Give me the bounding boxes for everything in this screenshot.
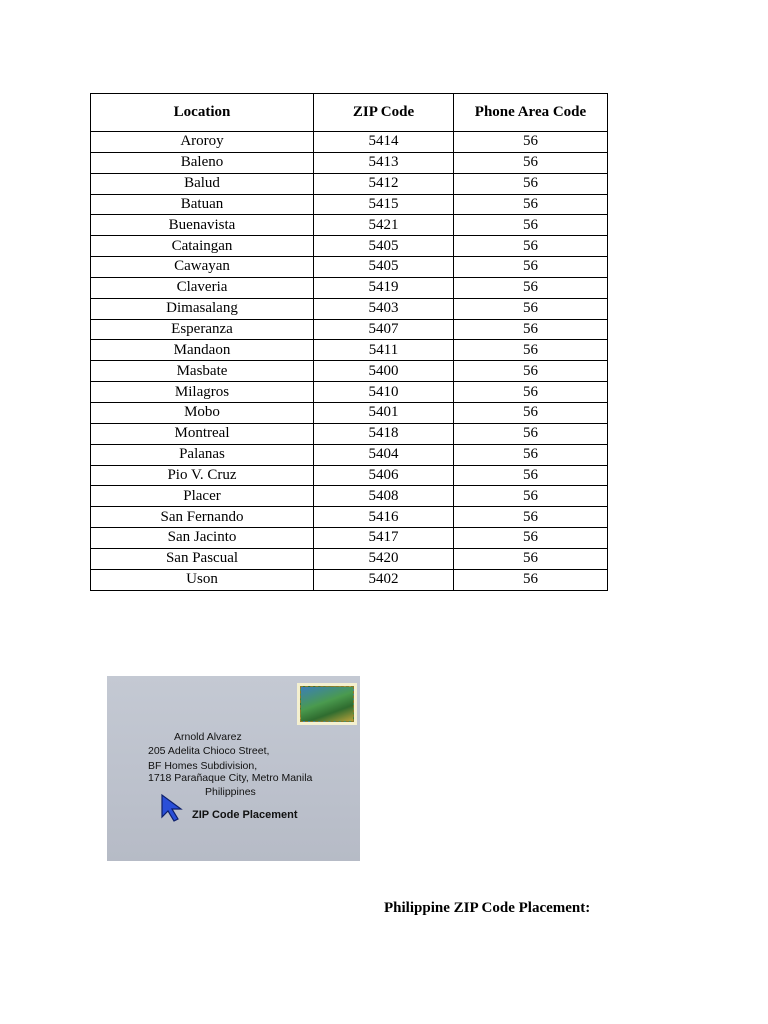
zip-code-cell: 5402 xyxy=(314,569,454,590)
zip-code-cell: 5415 xyxy=(314,194,454,215)
location-cell: Esperanza xyxy=(91,319,314,340)
table-header-row xyxy=(91,94,608,132)
table-row xyxy=(91,236,608,257)
location-cell: San Pascual xyxy=(91,548,314,569)
area-code-cell: 56 xyxy=(454,298,608,319)
area-code-cell: 56 xyxy=(454,215,608,236)
table-row xyxy=(91,340,608,361)
area-code-cell: 56 xyxy=(454,465,608,486)
table-row xyxy=(91,402,608,423)
address-line-2: BF Homes Subdivision, xyxy=(148,760,258,772)
table-row xyxy=(91,382,608,403)
zip-code-cell: 5407 xyxy=(314,319,454,340)
zip-code-cell: 5408 xyxy=(314,486,454,507)
location-cell: Mandaon xyxy=(91,340,314,361)
address-line-3: 1718 Parañaque City, Metro Manila xyxy=(148,772,313,784)
table-row xyxy=(91,194,608,215)
zip-code-cell: 5410 xyxy=(314,382,454,403)
address-line-4: Philippines xyxy=(205,786,256,798)
area-code-cell: 56 xyxy=(454,444,608,465)
zip-code-cell: 5421 xyxy=(314,215,454,236)
zip-code-cell: 5404 xyxy=(314,444,454,465)
location-cell: San Fernando xyxy=(91,507,314,528)
pointer-arrow-icon xyxy=(160,793,188,823)
location-cell: Uson xyxy=(91,569,314,590)
table-row xyxy=(91,465,608,486)
table-row xyxy=(91,444,608,465)
area-code-cell: 56 xyxy=(454,569,608,590)
area-code-cell: 56 xyxy=(454,423,608,444)
area-code-cell: 56 xyxy=(454,257,608,278)
table-row xyxy=(91,173,608,194)
zip-code-cell: 5400 xyxy=(314,361,454,382)
table-row xyxy=(91,215,608,236)
area-code-cell: 56 xyxy=(454,132,608,153)
column-header-zip-code: ZIP Code xyxy=(314,94,454,132)
area-code-cell: 56 xyxy=(454,152,608,173)
location-cell: Aroroy xyxy=(91,132,314,153)
location-cell: San Jacinto xyxy=(91,528,314,549)
zip-code-cell: 5418 xyxy=(314,423,454,444)
zip-code-cell: 5419 xyxy=(314,277,454,298)
location-cell: Balud xyxy=(91,173,314,194)
area-code-cell: 56 xyxy=(454,361,608,382)
location-cell: Masbate xyxy=(91,361,314,382)
area-code-cell: 56 xyxy=(454,194,608,215)
zip-placement-caption: Philippine ZIP Code Placement: xyxy=(384,900,591,916)
table-body xyxy=(91,132,608,591)
location-cell: Montreal xyxy=(91,423,314,444)
zip-code-cell: 5403 xyxy=(314,298,454,319)
zip-code-cell: 5414 xyxy=(314,132,454,153)
table-row xyxy=(91,486,608,507)
location-cell: Mobo xyxy=(91,402,314,423)
location-cell: Dimasalang xyxy=(91,298,314,319)
table-row xyxy=(91,569,608,590)
location-cell: Buenavista xyxy=(91,215,314,236)
location-cell: Baleno xyxy=(91,152,314,173)
area-code-cell: 56 xyxy=(454,277,608,298)
table-row xyxy=(91,152,608,173)
zip-code-cell: 5405 xyxy=(314,236,454,257)
area-code-cell: 56 xyxy=(454,486,608,507)
table-row xyxy=(91,361,608,382)
recipient-name: Arnold Alvarez xyxy=(174,731,242,743)
area-code-cell: 56 xyxy=(454,382,608,403)
table-row xyxy=(91,528,608,549)
table-row xyxy=(91,277,608,298)
zip-code-cell: 5416 xyxy=(314,507,454,528)
column-header-phone-area-code: Phone Area Code xyxy=(454,94,608,132)
location-cell: Cataingan xyxy=(91,236,314,257)
envelope-image xyxy=(107,676,360,861)
area-code-cell: 56 xyxy=(454,402,608,423)
table-row xyxy=(91,132,608,153)
location-cell: Batuan xyxy=(91,194,314,215)
table-row xyxy=(91,423,608,444)
area-code-cell: 56 xyxy=(454,236,608,257)
table-row xyxy=(91,319,608,340)
location-cell: Placer xyxy=(91,486,314,507)
area-code-cell: 56 xyxy=(454,319,608,340)
area-code-cell: 56 xyxy=(454,548,608,569)
location-cell: Pio V. Cruz xyxy=(91,465,314,486)
zip-code-cell: 5406 xyxy=(314,465,454,486)
table-row xyxy=(91,548,608,569)
location-cell: Palanas xyxy=(91,444,314,465)
location-cell: Milagros xyxy=(91,382,314,403)
area-code-cell: 56 xyxy=(454,173,608,194)
zip-code-cell: 5401 xyxy=(314,402,454,423)
table-row xyxy=(91,257,608,278)
zip-code-table xyxy=(90,93,608,591)
location-cell: Cawayan xyxy=(91,257,314,278)
zip-code-cell: 5417 xyxy=(314,528,454,549)
area-code-cell: 56 xyxy=(454,507,608,528)
zip-code-cell: 5412 xyxy=(314,173,454,194)
zip-code-cell: 5411 xyxy=(314,340,454,361)
postage-stamp-icon xyxy=(297,683,357,725)
area-code-cell: 56 xyxy=(454,528,608,549)
table-row xyxy=(91,298,608,319)
zip-code-cell: 5413 xyxy=(314,152,454,173)
zip-code-placement-label: ZIP Code Placement xyxy=(192,809,298,821)
location-cell: Claveria xyxy=(91,277,314,298)
column-header-location: Location xyxy=(91,94,314,132)
table-row xyxy=(91,507,608,528)
zip-code-cell: 5405 xyxy=(314,257,454,278)
address-line-1: 205 Adelita Chioco Street, xyxy=(148,745,270,757)
zip-code-cell: 5420 xyxy=(314,548,454,569)
area-code-cell: 56 xyxy=(454,340,608,361)
